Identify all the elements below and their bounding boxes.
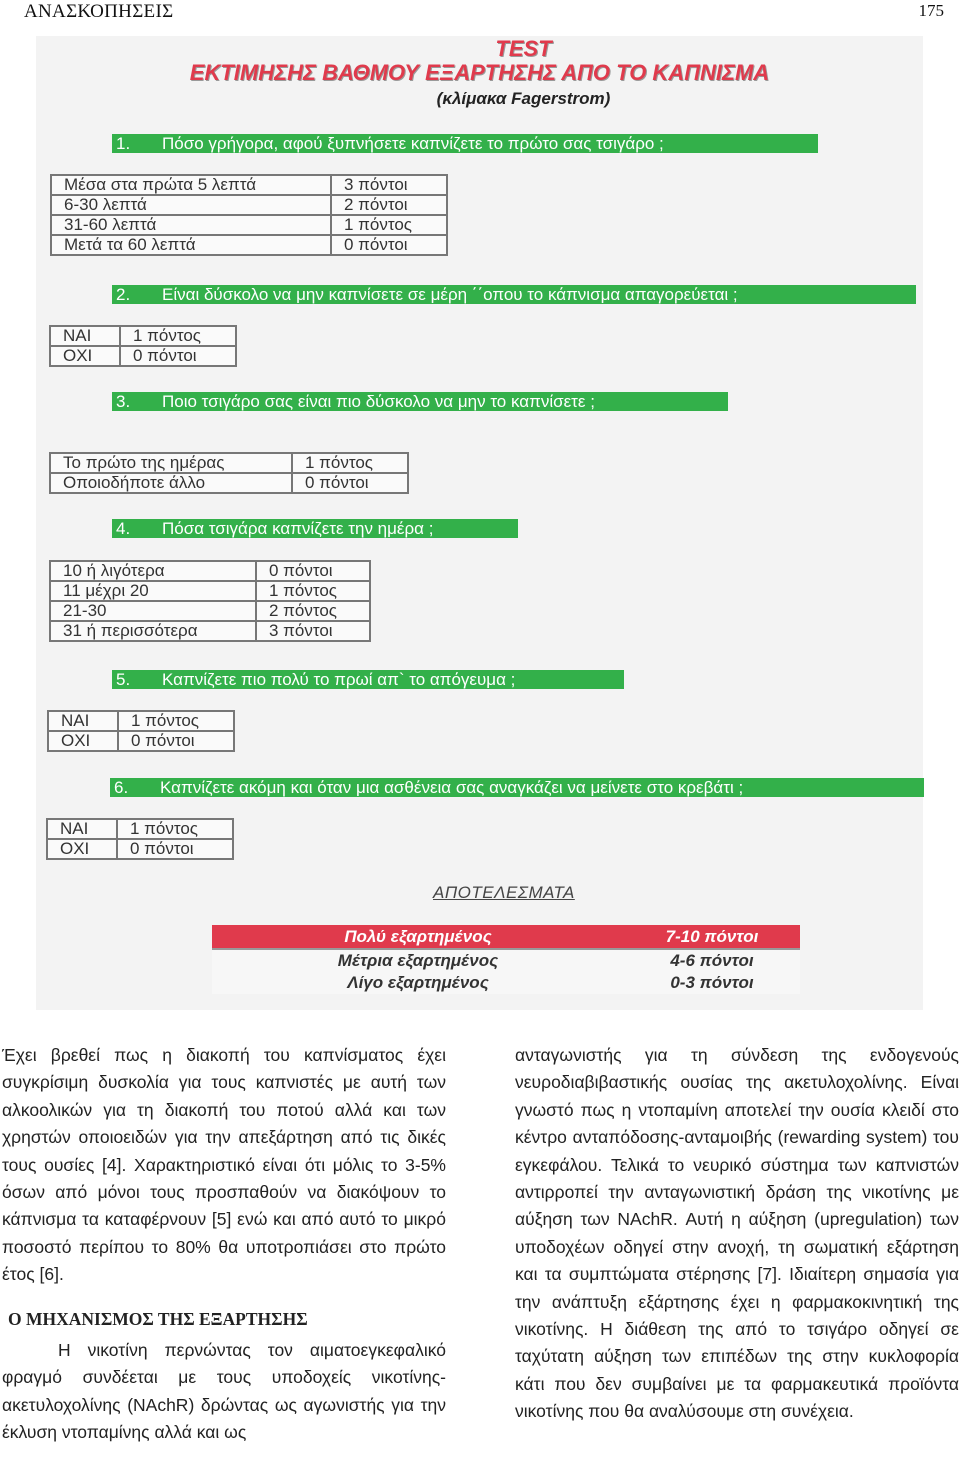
option-answer: ΟΧΙ xyxy=(48,731,118,751)
option-points: 0 πόντοι xyxy=(117,839,233,859)
option-row xyxy=(48,731,234,751)
question-6-options xyxy=(46,818,234,860)
option-points: 0 πόντοι xyxy=(118,731,234,751)
question-number: 3. xyxy=(116,392,131,411)
question-4-options xyxy=(49,560,371,642)
question-5-options xyxy=(47,710,235,752)
left-text-column xyxy=(2,1042,446,1447)
option-answer: ΟΧΙ xyxy=(50,346,120,366)
fagerstrom-test-figure xyxy=(36,36,923,1010)
result-points: 4-6 πόντοι xyxy=(670,951,754,970)
result-row-low xyxy=(212,972,800,994)
question-1-bar xyxy=(112,134,818,153)
option-answer: ΝΑΙ xyxy=(50,326,120,346)
option-row xyxy=(47,839,233,859)
question-2-bar xyxy=(112,285,916,304)
option-answer: 11 μέχρι 20 xyxy=(50,581,256,601)
option-points: 0 πόντοι xyxy=(292,473,408,493)
option-answer: ΟΧΙ xyxy=(47,839,117,859)
paragraph: ανταγωνιστής για τη σύνδεση της ενδογενούς νευροδιαβιβαστικής ουσίας της ακετυλοχολίνης. Είναι γνωστό πως η ντοπαμίνη αποτελεί την ουσία κλειδί στο κέντρο ανταπόδοσης-ανταμοιβής (rewarding system) του εγκεφάλου. Τελικά το νευρικό σύστημα των καπνιστών αντιρροπεί την ανταγωνιστική δράση της νικοτίνης με αύξηση των NAchR. Αυτή η αύξηση (upregulation) των υποδοχέων οδηγεί στην ανοχή, τη σωματική εξάρτηση και τα συμπτώματα στέρησης [7]. Ιδιαίτερη σημασία για την ανάπτυξη εξάρτησης έχει η φαρμακοκινητική της νικοτίνης. Η διάθεση της από το τσιγάρο οδηγεί σε ταχύτατη αύξηση των επιπέδων της στην κυκλοφορία κάτι που δεν συμβαίνει με τα φαρμακευτικά προϊόντα νικοτίνης που θα αναλύσουμε στη συνέχεια. xyxy=(515,1045,959,1422)
result-label: Μέτρια εξαρτημένος xyxy=(337,951,499,970)
option-points: 1 πόντος xyxy=(331,215,447,235)
page-number: 175 xyxy=(918,1,944,20)
question-3-bar xyxy=(112,392,728,411)
question-number: 4. xyxy=(116,519,131,538)
option-answer: 6-30 λεπτά xyxy=(51,195,331,215)
option-points: 2 πόντοι xyxy=(331,195,447,215)
question-number: 6. xyxy=(114,778,129,797)
running-head: ΑΝΑΣΚΟΠΗΣΕΙΣ xyxy=(24,1,174,22)
option-points: 1 πόντος xyxy=(292,453,408,473)
option-answer: ΝΑΙ xyxy=(48,711,118,731)
result-points: 0-3 πόντοι xyxy=(670,973,754,992)
option-points: 1 πόντος xyxy=(117,819,233,839)
option-answer: ΝΑΙ xyxy=(47,819,117,839)
question-number: 5. xyxy=(116,670,131,689)
option-row xyxy=(50,601,370,621)
result-row-high xyxy=(212,925,800,948)
option-points: 3 πόντοι xyxy=(256,621,370,641)
option-answer: Μετά τα 60 λεπτά xyxy=(51,235,331,255)
option-row xyxy=(50,346,236,366)
option-points: 1 πόντος xyxy=(120,326,236,346)
option-row xyxy=(51,175,447,195)
option-answer: 31-60 λεπτά xyxy=(51,215,331,235)
question-2-options xyxy=(49,325,237,367)
section-heading: Ο ΜΗΧΑΝΙΣΜΟΣ ΤΗΣ ΕΞΑΡΤΗΣΗΣ xyxy=(8,1308,308,1329)
option-points: 0 πόντοι xyxy=(331,235,447,255)
question-text: Καπνίζετε πιο πολύ το πρωί απ` το απόγευμα ; xyxy=(162,670,516,689)
question-number: 1. xyxy=(116,134,131,153)
option-points: 2 πόντος xyxy=(256,601,370,621)
paragraph: Έχει βρεθεί πως η διακοπή του καπνίσματος έχει συγκρίσιμη δυσκολία για τους καπνιστές με αυτή των αλκοολικών για τη διακοπή του ποτού αλλά και των χρηστών οποιοειδών για την απεξάρτηση από τις δικές τους ουσίες [4]. Χαρακτηριστικό είναι ότι μόλις το 3-5% όσων από μόνοι τους προσπαθούν να διακόψουν το κάπνισμα τα καταφέρνουν [5] ενώ και από αυτό το μικρό ποσοστό περίπου το 80% θα υποτροπιάσει στο πρώτο έτος [6]. xyxy=(2,1045,446,1285)
option-points: 1 πόντος xyxy=(256,581,370,601)
option-row xyxy=(51,235,447,255)
question-5-bar xyxy=(112,670,624,689)
option-row xyxy=(48,711,234,731)
option-points: 1 πόντος xyxy=(118,711,234,731)
results-title: ΑΠΟΤΕΛΕΣΜΑΤΑ xyxy=(433,883,575,902)
question-3-options xyxy=(49,452,409,494)
question-text: Καπνίζετε ακόμη και όταν μια ασθένεια σας αναγκάζει να μείνετε στο κρεβάτι ; xyxy=(160,778,744,797)
question-6-bar xyxy=(110,778,924,797)
option-row xyxy=(50,561,370,581)
option-answer: 31 ή περισσότερα xyxy=(50,621,256,641)
option-points: 0 πόντοι xyxy=(120,346,236,366)
results-table xyxy=(212,925,800,994)
option-answer: 10 ή λιγότερα xyxy=(50,561,256,581)
question-text: Πόσα τσιγάρα καπνίζετε την ημέρα ; xyxy=(162,519,434,538)
option-row xyxy=(50,326,236,346)
result-row-medium xyxy=(212,948,800,972)
figure-title-test: TEST xyxy=(495,36,552,61)
option-answer: Οποιοδήποτε άλλο xyxy=(50,473,292,493)
figure-title-main: ΕΚΤΙΜΗΣΗΣ ΒΑΘΜΟΥ ΕΞΑΡΤΗΣΗΣ ΑΠΟ ΤΟ ΚΑΠΝΙΣΜΑ xyxy=(189,60,770,85)
option-row xyxy=(51,215,447,235)
option-row xyxy=(51,195,447,215)
question-4-bar xyxy=(112,519,518,538)
paragraph: Η νικοτίνη περνώντας τον αιματοεγκεφαλικό φραγμό συνδέεται με τους υποδοχείς νικοτίνης-ακετυλοχολίνης (NAchR) δρώντας ως αγωνιστής για την έκλυση ντοπαμίνης αλλά και ως xyxy=(2,1340,446,1443)
option-points: 3 πόντοι xyxy=(331,175,447,195)
question-number: 2. xyxy=(116,285,131,304)
result-label: Λίγο εξαρτημένος xyxy=(347,973,489,992)
option-answer: 21-30 xyxy=(50,601,256,621)
result-points: 7-10 πόντοι xyxy=(665,927,759,946)
option-row xyxy=(50,581,370,601)
question-text: Είναι δύσκολο να μην καπνίσετε σε μέρη ΄΄οπου το κάπνισμα απαγορεύεται ; xyxy=(162,285,738,304)
right-text-column xyxy=(515,1042,959,1426)
result-label: Πολύ εξαρτημένος xyxy=(344,927,492,946)
question-text: Ποιο τσιγάρο σας είναι πιο δύσκολο να μην το καπνίσετε ; xyxy=(162,392,595,411)
question-text: Πόσο γρήγορα, αφού ξυπνήσετε καπνίζετε το πρώτο σας τσιγάρο ; xyxy=(162,134,664,153)
question-1-options xyxy=(50,174,448,256)
option-answer: Το πρώτο της ημέρας xyxy=(50,453,292,473)
option-row xyxy=(50,453,408,473)
figure-subtitle-scale: (κλίμακα Fagerstrom) xyxy=(436,89,611,108)
option-row xyxy=(50,621,370,641)
option-row xyxy=(47,819,233,839)
option-points: 0 πόντοι xyxy=(256,561,370,581)
option-answer: Μέσα στα πρώτα 5 λεπτά xyxy=(51,175,331,195)
option-row xyxy=(50,473,408,493)
